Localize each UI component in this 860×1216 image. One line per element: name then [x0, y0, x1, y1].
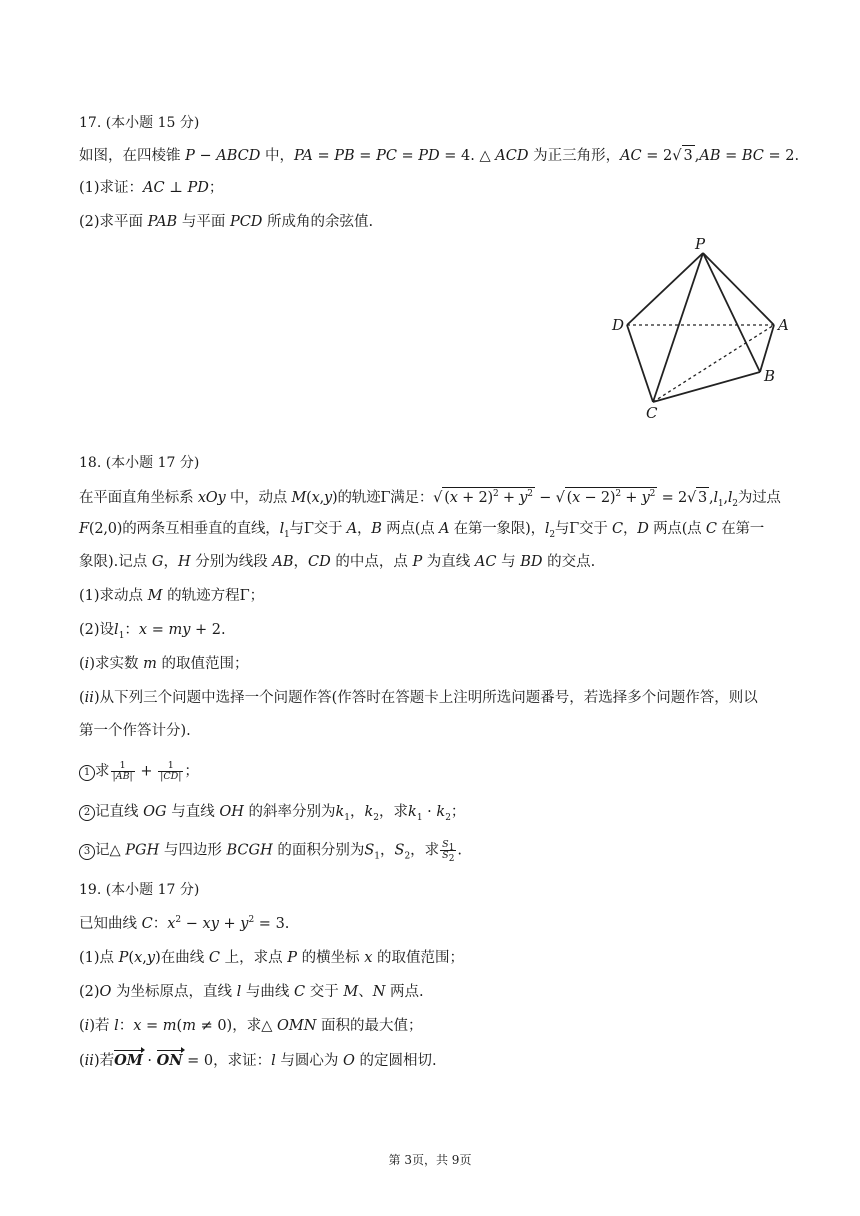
q19-line5: (ii)若OM · ON = 0，求证：l 与圆心为 O 的定圆相切.	[79, 1052, 437, 1069]
q18-line1: 在平面直角坐标系 xOy 中，动点 M(x,y)的轨迹Γ满足：√ $(x + 2)^2 + y^2$ − √ $(x - 2)^2 + y^2 = 2√$ 3 $,l_1,l_2$为过点	[79, 487, 781, 508]
q18-line5: (2)设$l_1$：x = my + 2.	[79, 622, 226, 641]
q18-line6: (i)求实数 m 的取值范围；	[79, 656, 249, 672]
label-b: B	[764, 367, 776, 385]
edge-dc	[627, 325, 653, 402]
q18-line8: 第一个作答计分).	[79, 723, 191, 739]
q19-line3: (2)O 为坐标原点，直线 l 与曲线 C 交于 M、N 两点.	[79, 984, 424, 1000]
q18-line3: 象限).记点 G，H 分别为线段 AB，CD 的中点，点 P 为直线 AC 与 BD 的交点.	[79, 554, 596, 570]
q19-line1: 已知曲线 C：$x^2$ − xy + $y^2 = 3$.	[79, 915, 290, 932]
q17-line3: (2)求平面 PAB 与平面 PCD 所成角的余弦值.	[79, 214, 374, 230]
q18-line4: (1)求动点 M 的轨迹方程Γ；	[79, 588, 265, 604]
edge-pb	[703, 253, 760, 372]
q18-heading: 18. (本小题 17 分)	[79, 455, 200, 471]
label-d: D	[612, 316, 625, 334]
pyramid-figure	[600, 232, 805, 422]
label-a: A	[778, 316, 789, 334]
q18-option2: 2 记直线 OG 与直线 OH 的斜率分别为$k_1$，$k_2$，求$k_1 \cdot k_2$；	[79, 802, 465, 822]
q19-line4: (i)若 l：x = m(m ≠ 0)，求△ OMN 面积的最大值；	[79, 1018, 423, 1034]
q18-option1: 1 求 $\frac{1}{|AB|}$ + $\frac{1}{|CD|}$ ；	[79, 761, 199, 782]
q18-line7: (ii)从下列三个问题中选择一个问题作答(作答时在答题卡上注明所选问题番号，若选择多个问题作答，则以	[79, 690, 758, 706]
q19-line2: (1)点 P(x,y)在曲线 C 上，求点 P 的横坐标 x 的取值范围；	[79, 950, 464, 966]
label-c: C	[646, 404, 658, 422]
edge-pa	[703, 253, 774, 325]
q18-option3: 3 记△ PGH 与四边形 BCGH 的面积分别为$S_1$，$S_2$，求 $\frac{S_1}{S_2}$ .	[79, 840, 462, 861]
q18-line2: F(2,0)的两条互相垂直的直线，$l_1$与Γ交于 A，B 两点(点 A 在第一象限)，$l_2$与Γ交于 C，D 两点(点 C 在第一	[79, 521, 765, 540]
page-footer: 第 3页，共 9页	[388, 1153, 472, 1167]
label-p: P	[695, 235, 706, 253]
q17-heading: 17. (本小题 15 分)	[79, 115, 200, 131]
edge-ab	[760, 325, 774, 372]
edge-pc	[653, 253, 703, 402]
q17-line2: (1)求证：AC ⊥ PD；	[79, 180, 224, 196]
edge-cb	[653, 372, 760, 402]
q19-heading: 19. (本小题 17 分)	[79, 882, 200, 898]
q17-line1: 如图，在四棱锥 P − ABCD 中，PA = PB = PC = PD = 4. △ ACD 为正三角形，AC = 2√ 3 ,AB = BC = 2.	[79, 145, 799, 166]
